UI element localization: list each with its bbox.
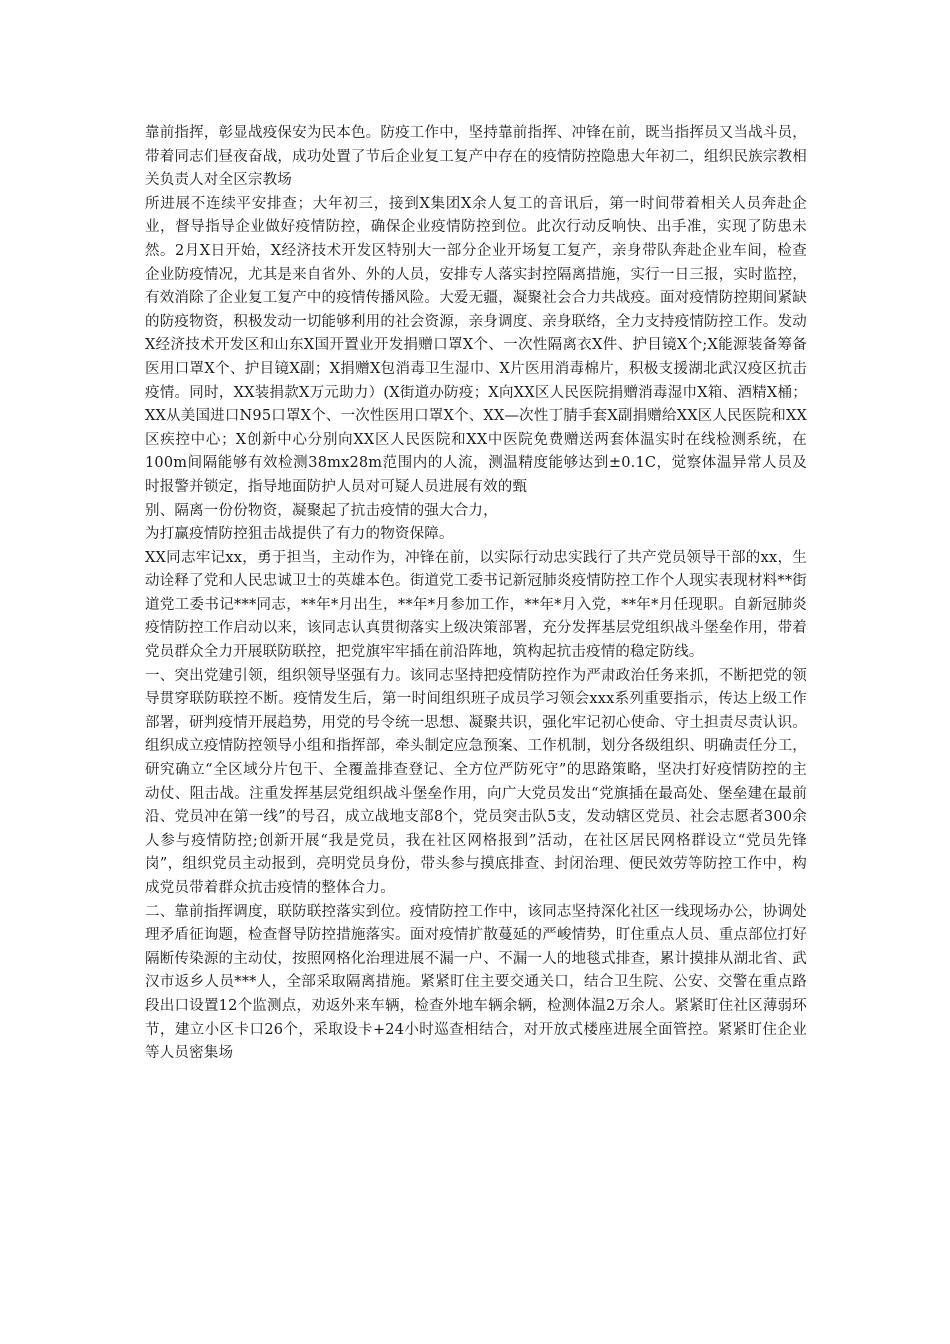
paragraph-5: XX同志牢记xx，勇于担当，主动作为，冲锋在前，以实际行动忠实践行了共产党员领导干部的xx，生动诠释了党和人民忠诚卫士的英雄本色。街道党工委书记新冠肺炎疫情防控工作个人现实表现材料**街道党工委书记***同志，**年*月出生，**年*月参加工作，**年*月入党，**年*月任现职。自新冠肺炎疫情防控工作启动以来，该同志认真贯彻落实上级决策部署，充分发挥基层党组织战斗堡垒作用，带着党员群众全力开展联防联控，把党旗牢牢插在前沿阵地，筑构起抗击疫情的稳定防线。: [145, 549, 807, 661]
document-page: [145, 122, 807, 1066]
paragraph-4: 为打赢疫情防控狙击战提供了有力的物资保障。: [145, 526, 454, 543]
paragraph-6: 一、突出党建引领，组织领导坚强有力。该同志坚持把疫情防控作为严肃政治任务来抓，不断把党的领导贯穿联防联控不断。疫情发生后，第一时间组织班子成员学习领会xxx系列重要指示，传达上级工作部署，研判疫情开展趋势，用党的号令统一思想、凝聚共识，强化牢记初心使命、守土担责尽责认识。组织成立疫情防控领导小组和指挥部，牵头制定应急预案、工作机制，划分各级组织、明确责任分工，研究确立“全区域分片包干、全覆盖排查登记、全方位严防死守”的思路策略，坚决打好疫情防控的主动仗、阻击战。注重发挥基层党组织战斗堡垒作用，向广大党员发出“党旗插在最高处、堡垒建在最前沿、党员冲在第一线”的号召，成立战地支部8个，党员突击队5支，发动辖区党员、社会志愿者300余人参与疫情防控;创新开展“我是党员，我在社区网格报到”活动，在社区居民网格群设立“党员先锋岗”，组织党员主动报到，亮明党员身份，带头参与摸底排查、封闭治理、便民效劳等防控工作中，构成党员带着群众抗击疫情的整体合力。: [145, 667, 807, 896]
paragraph-3: 别、隔离一份份物资，凝聚起了抗击疫情的强大合力，: [145, 502, 498, 519]
paragraph-1: 靠前指挥，彰显战疫保安为民本色。防疫工作中，坚持靠前指挥、冲锋在前，既当指挥员又当战斗员，带着同志们昼夜奋战，成功处置了节后企业复工复产中存在的疫情防控隐患大年初二，组织民族宗教相关负责人对全区宗教场: [145, 125, 807, 189]
paragraph-7: 二、靠前指挥调度，联防联控落实到位。疫情防控工作中，该同志坚持深化社区一线现场办公，协调处理矛盾征询题，检查督导防控措施落实。面对疫情扩散蔓延的严峻情势，盯住重点人员、重点部位打好隔断传染源的主动仗，按照网格化治理进展不漏一户、不漏一人的地毯式排查，累计摸排从湖北省、武汉市返乡人员***人，全部采取隔离措施。紧紧盯住主要交通关口，结合卫生院、公安、交警在重点路段出口设置12个监测点，劝返外来车辆，检查外地车辆余辆，检测体温2万余人。紧紧盯住社区薄弱环节，建立小区卡口26个，采取设卡+24小时巡查相结合，对开放式楼座进展全面管控。紧紧盯住企业等人员密集场: [145, 903, 807, 1062]
paragraph-2: 所进展不连续平安排查；大年初三，接到X集团X余人复工的音讯后，第一时间带着相关人员奔赴企业，督导指导企业做好疫情防控，确保企业疫情防控到位。此次行动反响快、出手准，实现了防患未然。2月X日开始，X经济技术开发区特别大一部分企业开场复工复产，亲身带队奔赴企业车间，检查企业防疫情况，尤其是来自省外、外的人员，安排专人落实封控隔离措施，实行一日三报，实时监控，有效消除了企业复工复产中的疫情传播风险。大爱无疆，凝聚社会合力共战疫。面对疫情防控期间紧缺的防疫物资，积极发动一切能够利用的社会资源，亲身调度、亲身联络，全力支持疫情防控工作。发动X经济技术开发区和山东X国开置业开发捐赠口罩X个、一次性隔离衣X件、护目镜X个;X能源装备筹备医用口罩X个、护目镜X副；X捐赠X包消毒卫生湿巾、X片医用消毒棉片，积极支援湖北武汉疫区抗击疫情。同时，XX装捐款X万元助力）(X街道办防疫；X向XX区人民医院捐赠消毒湿巾X箱、酒精X桶；XX从美国进口N95口罩X个、一次性医用口罩X个、XX—次性丁腈手套X副捐赠给XX区人民医院和XX区疾控中心；X创新中心分别向XX区人民医院和XX中医院免费赠送两套体温实时在线检测系统，在100m间隔能够有效检测38mx28m范围内的人流，测温精度能够达到±0.1C，觉察体温异常人员及时报警并锁定，指导地面防护人员对可疑人员进展有效的甄: [145, 195, 807, 495]
